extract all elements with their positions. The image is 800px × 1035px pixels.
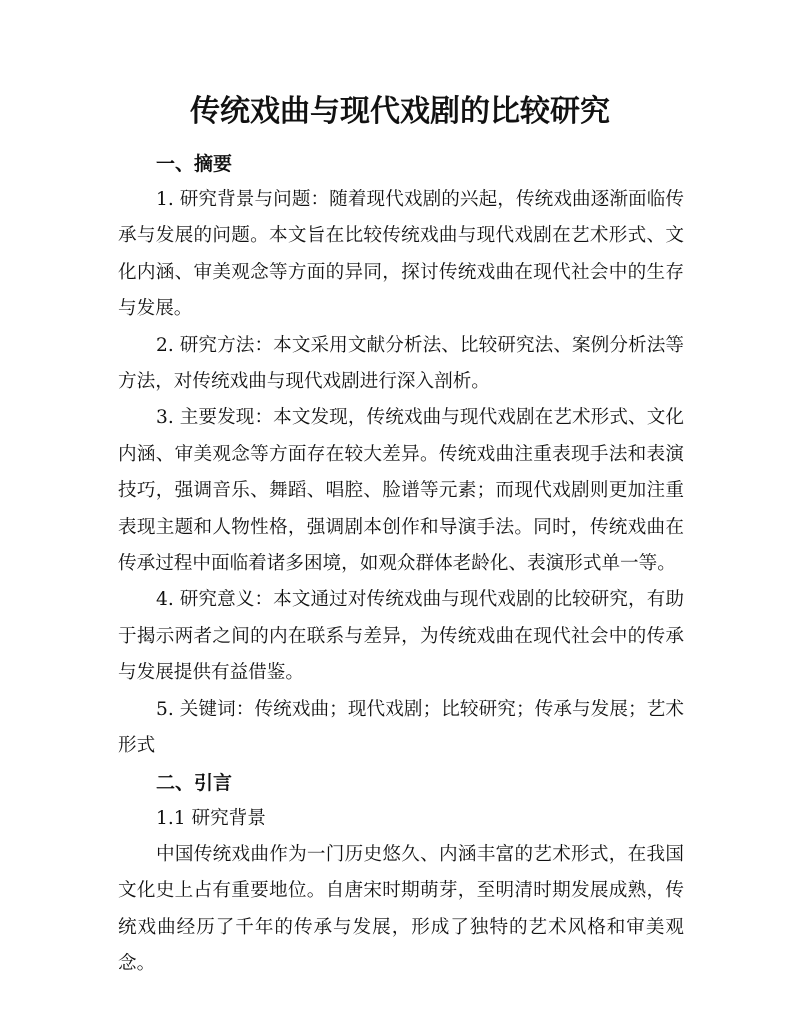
abstract-item-5: 5. 关键词：传统戏曲；现代戏剧；比较研究；传承与发展；艺术形式 [118, 698, 684, 757]
subsection-heading-research-background: 1.1 研究背景 [156, 807, 266, 829]
section-heading-introduction: 二、引言 [156, 771, 233, 794]
abstract-item-2: 2. 研究方法：本文采用文献分析法、比较研究法、案例分析法等方法，对传统戏曲与现代戏剧进行深入剖析。 [118, 334, 684, 393]
introduction-paragraph: 中国传统戏曲作为一门历史悠久、内涵丰富的艺术形式，在我国文化史上占有重要地位。自唐宋时期萌芽，至明清时期发展成熟，传统戏曲经历了千年的传承与发展，形成了独特的艺术风格和审美观念。 [118, 843, 684, 975]
abstract-item-3: 3. 主要发现：本文发现，传统戏曲与现代戏剧在艺术形式、文化内涵、审美观念等方面存在较大差异。传统戏曲注重表现手法和表演技巧，强调音乐、舞蹈、唱腔、脸谱等元素；而现代戏剧则更加注重表现主题和人物性格，强调剧本创作和导演手法。同时，传统戏曲在传承过程中面临着诸多困境，如观众群体老龄化、表演形式单一等。 [118, 407, 684, 575]
section-heading-abstract: 一、摘要 [156, 153, 233, 175]
abstract-item-1: 1. 研究背景与问题：随着现代戏剧的兴起，传统戏曲逐渐面临传承与发展的问题。本文旨在比较传统戏曲与现代戏剧在艺术形式、文化内涵、审美观念等方面的异同，探讨传统戏曲在现代社会中的生存与发展。 [118, 189, 684, 320]
abstract-item-4: 4. 研究意义：本文通过对传统戏曲与现代戏剧的比较研究，有助于揭示两者之间的内在联系与差异，为传统戏曲在现代社会中的传承与发展提供有益借鉴。 [118, 589, 684, 684]
document-body [118, 146, 684, 983]
document-title: 传统戏曲与现代戏剧的比较研究 [190, 94, 610, 129]
